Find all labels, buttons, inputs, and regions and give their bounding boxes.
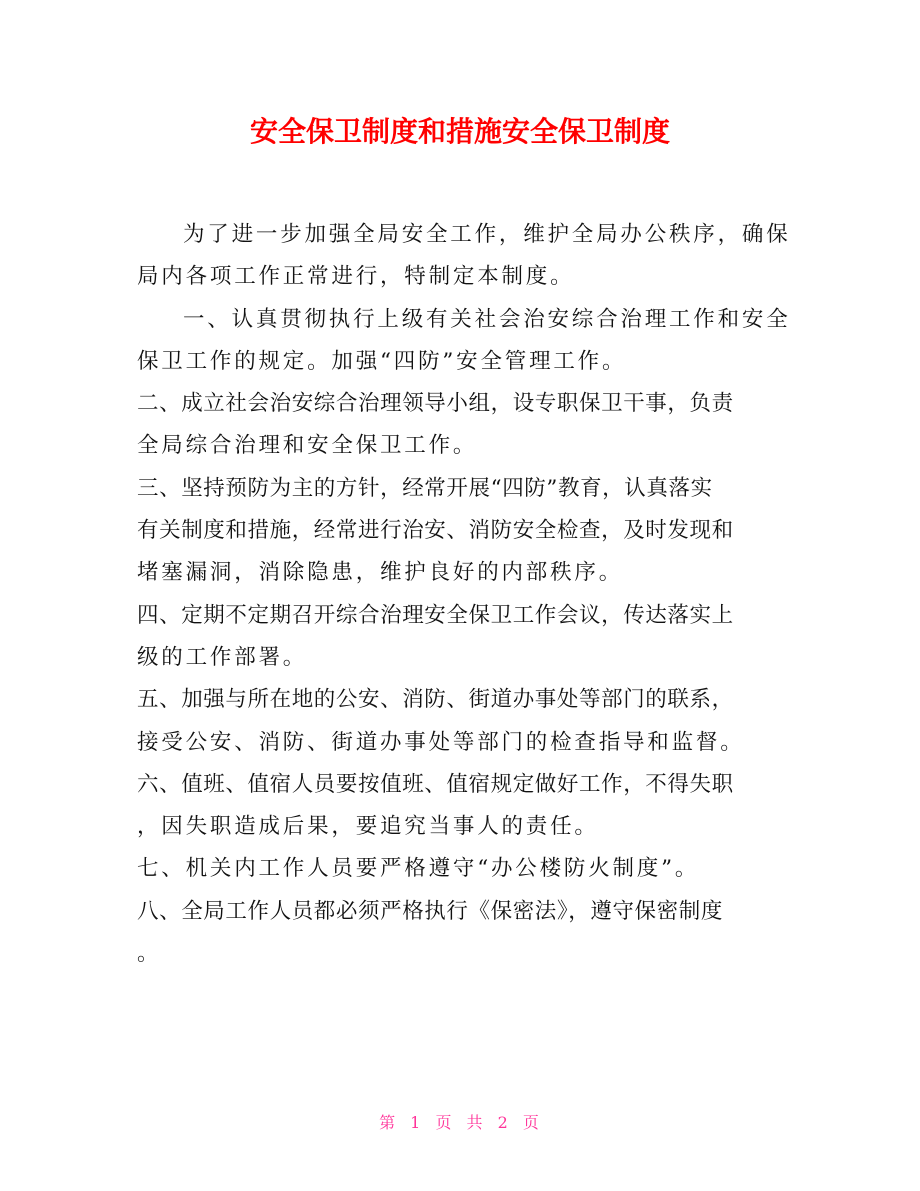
paragraph-line: 全局综合治理和安全保卫工作。: [137, 433, 478, 459]
paragraph-line: 七、机关内工作人员要严格遵守“办公楼防火制度”。: [137, 856, 700, 882]
paragraph-line: 局内各项工作正常进行，特制定本制度。: [137, 264, 575, 290]
paragraph-line: 二、成立社会治安综合治理领导小组，设专职保卫干事，负责: [137, 391, 734, 417]
paragraph-line: 六、值班、值宿人员要按值班、值宿规定做好工作，不得失职: [137, 771, 734, 797]
paragraph-line: 八、全局工作人员都必须严格执行《保密法》，遵守保密制度: [137, 898, 723, 924]
paragraph-line: ，因失职造成后果，要追究当事人的责任。: [137, 814, 599, 840]
page-number-footer: 第 1 页 共 2 页: [379, 1113, 541, 1132]
document-title: 安全保卫制度和措施安全保卫制度: [249, 115, 670, 148]
paragraph-line: 四、定期不定期召开综合治理安全保卫工作会议，传达落实上: [137, 602, 734, 628]
paragraph-line: 三、坚持预防为主的方针，经常开展“四防”教育，认真落实: [137, 475, 713, 501]
paragraph-line: 为了进一步加强全局安全工作，维护全局办公秩序，确保: [183, 222, 791, 247]
paragraph-line: 堵塞漏洞，消除隐患，维护良好的内部秩序。: [137, 560, 624, 586]
paragraph-line: 级的工作部署。: [137, 644, 308, 670]
paragraph-line: 保卫工作的规定。加强“四防”安全管理工作。: [137, 348, 627, 374]
paragraph-line: 一、认真贯彻执行上级有关社会治安综合治理工作和安全: [183, 306, 791, 332]
paragraph-line: 。: [137, 941, 162, 967]
document-body: [137, 214, 791, 975]
paragraph-line: 五、加强与所在地的公安、消防、街道办事处等部门的联系，: [137, 687, 734, 713]
paragraph-line: 有关制度和措施，经常进行治安、消防安全检查，及时发现和: [137, 518, 734, 544]
paragraph-line: 接受公安、消防、街道办事处等部门的检查指导和监督。: [137, 729, 745, 755]
